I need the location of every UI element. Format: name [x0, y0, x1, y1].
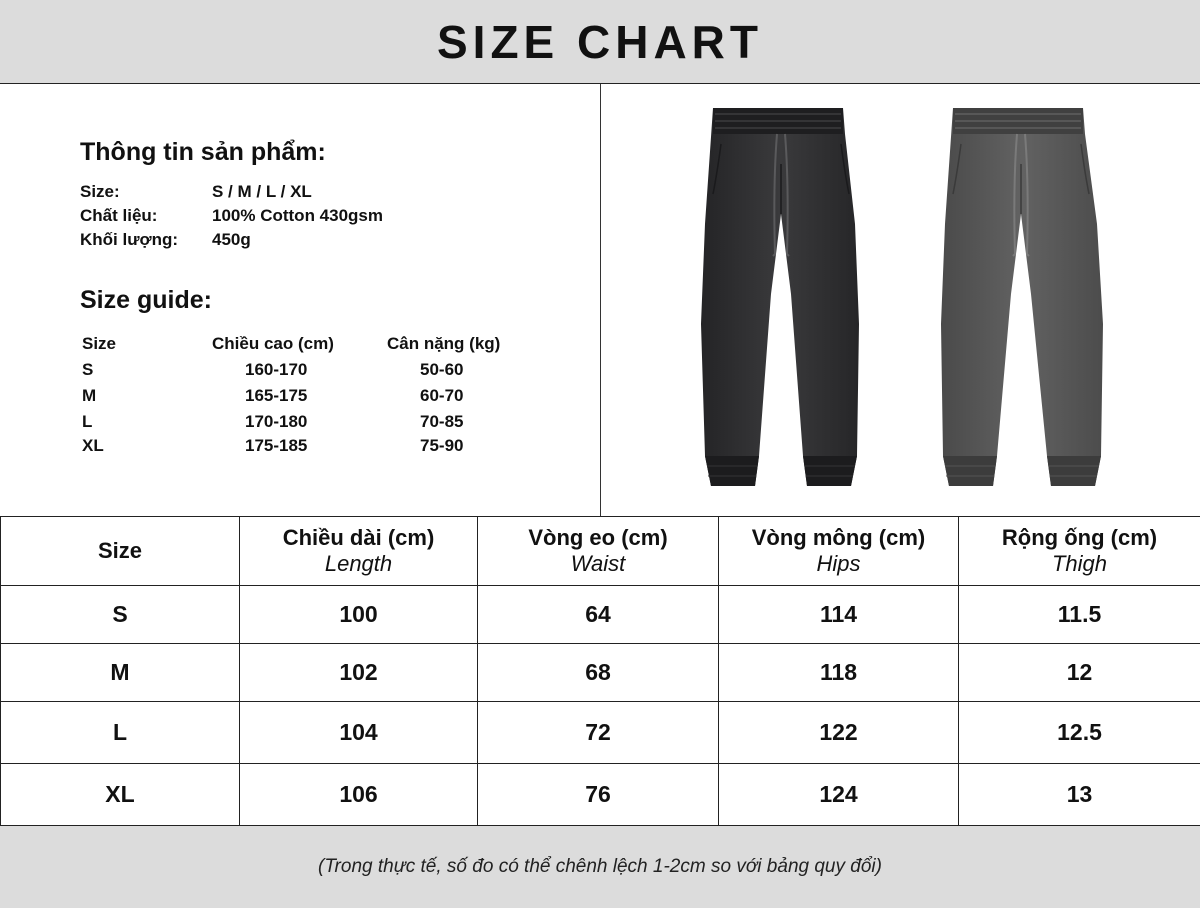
- size-guide-row: [82, 412, 542, 436]
- guide-height: 160-170: [245, 360, 308, 379]
- size-guide-row: [82, 386, 542, 410]
- col-header-length: [240, 517, 478, 586]
- cell-hips: 118: [719, 644, 959, 702]
- cell-size: S: [1, 586, 240, 644]
- col-header-hips: [719, 517, 959, 586]
- cell-waist: 68: [478, 644, 719, 702]
- product-info-title: Thông tin sản phẩm:: [80, 138, 326, 166]
- page-title: SIZE CHART: [437, 15, 763, 68]
- guide-size: S: [82, 360, 94, 379]
- table-row: [1, 586, 1200, 644]
- cell-thigh: 11.5: [959, 586, 1200, 644]
- top-section: [0, 84, 1200, 516]
- cell-hips: 114: [719, 586, 959, 644]
- col-header-waist: [478, 517, 719, 586]
- spec-label: Chất liệu:: [80, 206, 158, 225]
- col-header-label: Vòng eo (cm): [528, 525, 668, 550]
- cell-length: 104: [240, 702, 478, 764]
- size-guide-title: Size guide:: [80, 286, 212, 314]
- cell-hips: 122: [719, 702, 959, 764]
- guide-height: 165-175: [245, 386, 308, 405]
- col-header-label: Rộng ống (cm): [1001, 525, 1158, 550]
- cell-thigh: 12.5: [959, 702, 1200, 764]
- col-header-thigh: [959, 517, 1200, 586]
- guide-height: 175-185: [245, 436, 308, 455]
- size-table: [0, 516, 1200, 826]
- spec-value: S / M / L / XL: [212, 182, 312, 201]
- table-header-row: [1, 517, 1200, 586]
- guide-header-height: Chiều cao (cm): [212, 334, 334, 353]
- cell-waist: 76: [478, 764, 719, 826]
- size-guide-row: [82, 360, 542, 384]
- size-guide-row: [82, 436, 542, 460]
- product-info-panel: [0, 84, 600, 516]
- cell-size: M: [1, 644, 240, 702]
- col-header-size: [1, 517, 240, 586]
- cell-size: L: [1, 702, 240, 764]
- guide-size: XL: [82, 436, 104, 455]
- black-pants-image: [691, 104, 871, 494]
- cell-thigh: 12: [959, 644, 1200, 702]
- grey-pants-image: [931, 104, 1111, 494]
- footer-note: (Trong thực tế, số đo có thể chênh lệch 1-2cm so với bảng quy đổi): [318, 856, 882, 877]
- table-row: [1, 702, 1200, 764]
- guide-height: 170-180: [245, 412, 308, 431]
- spec-value: 100% Cotton 430gsm: [212, 206, 383, 225]
- guide-weight: 70-85: [420, 412, 464, 431]
- size-guide-header: [82, 334, 542, 358]
- col-header-label: Size: [97, 538, 143, 563]
- header-bar: [0, 0, 1200, 84]
- col-header-sublabel: Hips: [816, 551, 861, 576]
- guide-weight: 75-90: [420, 436, 464, 455]
- cell-hips: 124: [719, 764, 959, 826]
- product-image-panel: [601, 84, 1200, 516]
- table-row: [1, 644, 1200, 702]
- cell-length: 102: [240, 644, 478, 702]
- col-header-label: Chiều dài (cm): [282, 525, 435, 550]
- guide-size: L: [82, 412, 93, 431]
- guide-header-size: Size: [82, 334, 117, 353]
- spec-label: Size:: [80, 182, 120, 201]
- guide-header-weight: Cân nặng (kg): [387, 334, 501, 353]
- cell-length: 100: [240, 586, 478, 644]
- cell-length: 106: [240, 764, 478, 826]
- col-header-sublabel: Thigh: [1051, 551, 1108, 576]
- spec-label: Khối lượng:: [80, 230, 179, 249]
- footer-bar: [0, 826, 1200, 908]
- cell-waist: 64: [478, 586, 719, 644]
- spec-value: 450g: [212, 230, 251, 249]
- col-header-label: Vòng mông (cm): [751, 525, 926, 550]
- cell-thigh: 13: [959, 764, 1200, 826]
- table-row: [1, 764, 1200, 826]
- col-header-sublabel: Waist: [570, 551, 626, 576]
- col-header-sublabel: Length: [324, 551, 393, 576]
- cell-waist: 72: [478, 702, 719, 764]
- guide-weight: 50-60: [420, 360, 464, 379]
- cell-size: XL: [1, 764, 240, 826]
- guide-size: M: [82, 386, 97, 405]
- guide-weight: 60-70: [420, 386, 464, 405]
